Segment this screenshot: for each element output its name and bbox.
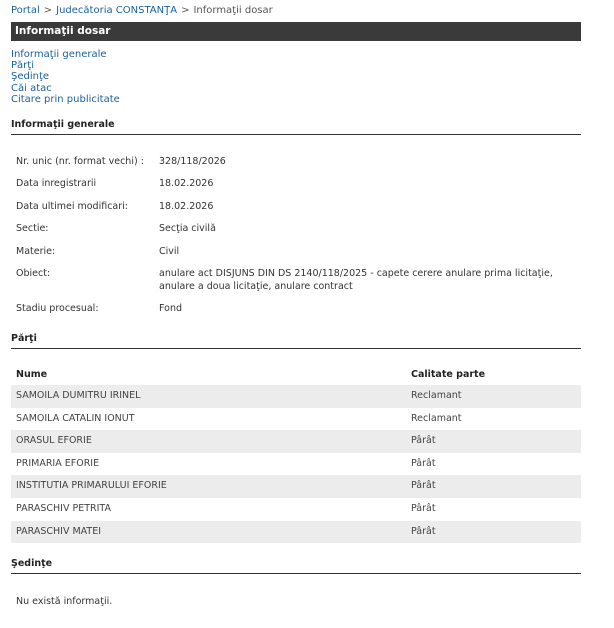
party-name: PARASCHIV PETRITA	[16, 502, 111, 514]
party-role: Reclamant	[411, 390, 462, 401]
info-label: Data ultimei modificari:	[16, 201, 128, 212]
toc-link-parti[interactable]: Părţi	[11, 60, 34, 72]
parti-table	[11, 363, 581, 543]
table-row	[11, 408, 581, 431]
info-label: Data inregistrarii	[16, 178, 97, 189]
table-row	[11, 430, 581, 453]
toc-link-informatii-generale[interactable]: Informaţii generale	[11, 49, 107, 60]
breadcrumb-current: Informaţii dosar	[193, 5, 273, 16]
party-name: SAMOILA CATALIN IONUT	[16, 412, 135, 424]
page-title: Informaţii dosar	[11, 22, 581, 41]
party-role: Pârât	[411, 457, 436, 469]
party-role: Pârât	[411, 502, 436, 514]
info-value: Secţia civilă	[159, 223, 216, 234]
table-header	[11, 363, 581, 385]
party-name: PRIMARIA EFORIE	[16, 457, 100, 469]
table-row	[11, 453, 581, 476]
info-label: Sectie:	[16, 223, 49, 234]
info-label: Nr. unic (nr. format vechi) :	[16, 156, 144, 167]
party-role: Reclamant	[411, 412, 462, 424]
column-header-nume: Nume	[16, 369, 48, 380]
info-label: Stadiu procesual:	[16, 303, 99, 314]
table-row	[11, 521, 581, 544]
breadcrumb-separator: >	[43, 5, 53, 16]
table-of-contents	[11, 49, 120, 105]
info-value: 328/118/2026	[159, 156, 226, 167]
table-row	[11, 385, 581, 408]
breadcrumb-separator: >	[181, 5, 190, 16]
party-name: INSTITUTIA PRIMARULUI EFORIE	[16, 480, 167, 492]
info-value: Civil	[159, 246, 180, 257]
table-row	[11, 498, 581, 521]
toc-link-citare[interactable]: Citare prin publicitate	[11, 93, 120, 105]
breadcrumb	[11, 4, 273, 18]
column-header-calitate: Calitate parte	[411, 369, 486, 380]
party-role: Pârât	[411, 525, 436, 537]
breadcrumb-court-link[interactable]: Judecătoria CONSTANŢA	[56, 5, 178, 16]
table-row	[11, 475, 581, 498]
party-name: ORASUL EFORIE	[16, 435, 92, 447]
party-role: Pârât	[411, 435, 436, 447]
info-value: Fond	[159, 303, 182, 314]
party-name: SAMOILA DUMITRU IRINEL	[16, 390, 141, 401]
party-role: Pârât	[411, 480, 436, 492]
info-label: Obiect:	[16, 268, 51, 279]
toc-link-cai-atac[interactable]: Căi atac	[11, 82, 52, 94]
info-value: anulare act DISJUNS DIN DS 2140/118/2025 - capete cerere anulare prima licitaţie, anulare a doua licitaţie, anulare contract	[159, 268, 553, 292]
empty-state-message: Nu există informaţii.	[16, 596, 113, 607]
party-name: PARASCHIV MATEI	[16, 525, 102, 537]
toc-link-sedinte[interactable]: Şedinţe	[11, 71, 50, 83]
info-value: 18.02.2026	[159, 178, 214, 189]
info-value: 18.02.2026	[159, 201, 214, 212]
info-label: Materie:	[16, 246, 56, 257]
breadcrumb-portal-link[interactable]: Portal	[11, 5, 40, 16]
section-heading-informatii-generale: Informaţii generale	[11, 119, 581, 135]
section-heading-parti: Părţi	[11, 333, 581, 349]
section-heading-sedinte: Şedinţe	[11, 558, 581, 574]
